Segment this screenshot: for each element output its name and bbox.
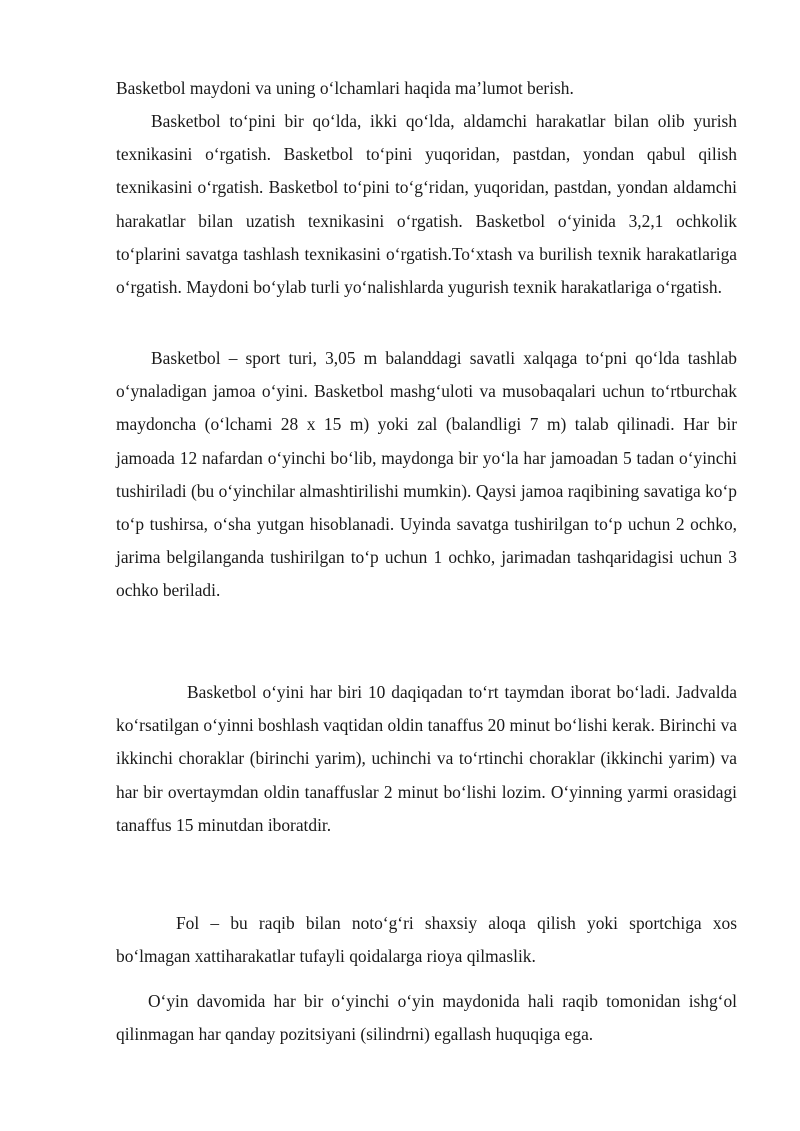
paragraph-technique-training: Basketbol to‘pini bir qo‘lda, ikki qo‘lda, aldamchi harakatlar bilan olib yurish texnikasini o‘rgatish. Basketbol to‘pini yuqoridan, pastdan, yondan qabul qilish texnikasini o‘rgatish. Basketbol to‘pini to‘g‘ridan, yuqoridan, pastdan, yondan aldamchi harakatlar bilan uzatish texnikasini o‘rgatish. Basketbol o‘yinida 3,2,1 ochkolik to‘plarini savatga tashlash texnikasini o‘rgatish.To‘xtash va burilish texnik harakatlariga o‘rgatish. Maydoni bo‘ylab turli yo‘nalishlarda yugurish texnik harakatlariga o‘rgatish. <box>116 111 737 298</box>
paragraph-game-duration: Basketbol o‘yini har biri 10 daqiqadan to‘rt taymdan iborat bo‘ladi. Jadvalda ko‘rsatilgan o‘yinni boshlash vaqtidan oldin tanaffus 20 minut bo‘lishi kerak. Birinchi va ikkinchi choraklar (birinchi yarim), uchinchi va to‘rtinchi choraklar (ikkinchi yarim) va har bir overtaymdan oldin tanaffuslar 2 minut bo‘lishi lozim. O‘yinning yarmi orasidagi tanaffus 15 minutdan iboratdir. <box>116 682 737 835</box>
paragraph-basketball-definition: Basketbol – sport turi, 3,05 m balanddagi savatli xalqaga to‘pni qo‘lda tashlab o‘ynaladigan jamoa o‘yini. Basketbol mashg‘uloti va musobaqalari uchun to‘rtburchak maydoncha (o‘lchami 28 x 15 m) yoki zal (balandligi 7 m) talab qilinadi. Har bir jamoada 12 nafardan o‘yinchi bo‘lib, maydonga bir yo‘la har jamoadan 5 tadan o‘yinchi tushiriladi (bu o‘yinchilar almashtirilishi mumkin). Qaysi jamoa raqibining savatiga ko‘p to‘p tushirsa, o‘sha yutgan hisoblanadi. Uyinda savatga tushirilgan to‘p uchun 2 ochko, jarima belgilanganda tushirilgan to‘p uchun 1 ochko, jarimadan tashqaridagisi uchun 3 ochko beriladi. <box>116 348 737 601</box>
paragraph-player-position: O‘yin davomida har bir o‘yinchi o‘yin maydonida hali raqib tomonidan ishg‘ol qilinmagan har qanday pozitsiyani (silindrni) egallash huquqiga ega. <box>116 991 737 1045</box>
paragraph-foul-definition: Fol – bu raqib bilan noto‘g‘ri shaxsiy aloqa qilish yoki sportchiga xos bo‘lmagan xattiharakatlar tufayli qoidalarga rioya qilmaslik. <box>116 913 737 967</box>
heading-line: Basketbol maydoni va uning o‘lchamlari haqida ma’lumot berish. <box>116 78 574 98</box>
